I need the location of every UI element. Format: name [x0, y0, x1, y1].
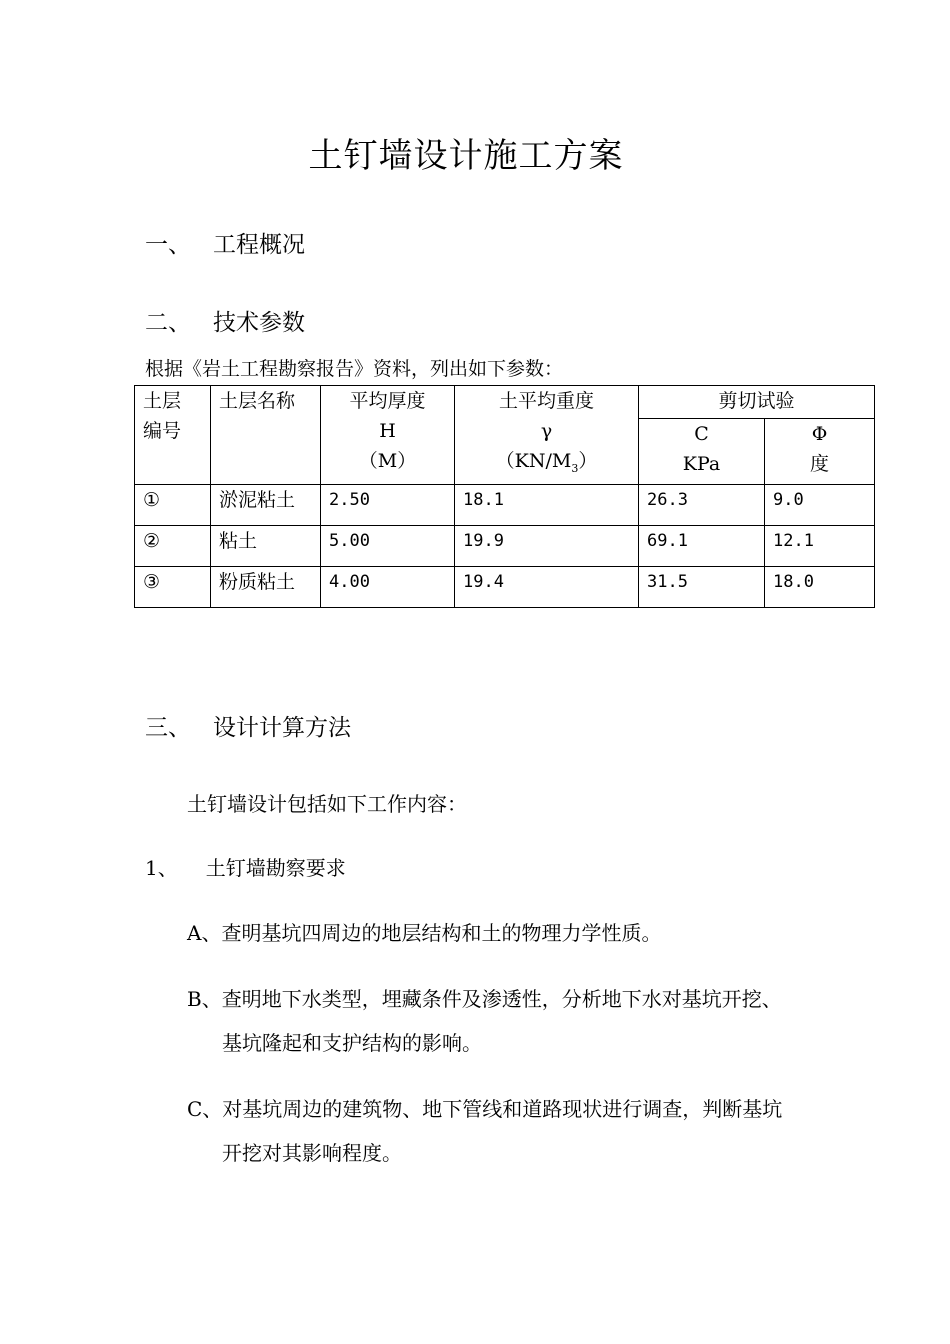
row-3-friction-angle: 18.0 — [765, 566, 875, 607]
row-1-thickness: 2.50 — [321, 484, 455, 525]
table-row — [135, 484, 875, 525]
row-1-cohesion: 26.3 — [639, 484, 765, 525]
section-1-label: 工程概况 — [213, 232, 305, 258]
row-2-name: 粘土 — [211, 525, 321, 566]
row-2-friction-angle: 12.1 — [765, 525, 875, 566]
section-2-heading — [145, 304, 305, 337]
row-3-thickness: 4.00 — [321, 566, 455, 607]
header-thickness — [321, 386, 455, 485]
row-1-no: ① — [135, 484, 211, 525]
header-shear-test-text: 剪切试验 — [718, 390, 795, 412]
section-1-number: 一、 — [145, 232, 191, 258]
design-intro: 土钉墙设计包括如下工作内容： — [187, 792, 467, 816]
header-unit-weight-unit — [455, 446, 638, 484]
header-friction-angle-unit: 度 — [810, 452, 830, 475]
item-1-heading — [145, 852, 346, 881]
row-1-name: 淤泥粘土 — [211, 484, 321, 525]
header-friction-angle-symbol: Φ — [811, 422, 828, 445]
header-layer-no-line1: 土层 — [143, 390, 182, 412]
header-layer-no-line2: 编号 — [143, 420, 182, 442]
header-unit-weight-symbol: γ — [540, 420, 553, 442]
row-2-cohesion: 69.1 — [639, 525, 765, 566]
item-c-line-2: 开挖对其影响程度。 — [222, 1141, 402, 1165]
section-3-label: 设计计算方法 — [213, 715, 351, 741]
header-friction-angle — [765, 418, 875, 484]
header-thickness-text: 平均厚度 — [349, 390, 426, 412]
header-shear-test — [639, 386, 875, 419]
header-cohesion-unit: KPa — [682, 452, 721, 475]
table-row — [135, 566, 875, 607]
section-3-number: 三、 — [145, 715, 191, 741]
item-c-line-1: C、对基坑周边的建筑物、地下管线和道路现状进行调查，判断基坑 — [187, 1097, 783, 1121]
item-1-label: 土钉墙勘察要求 — [205, 856, 346, 880]
item-a: A、查明基坑四周边的地层结构和土的物理力学性质。 — [187, 921, 662, 945]
header-thickness-symbol: H — [379, 420, 396, 442]
unit-weight-unit-subscript: 3 — [571, 461, 579, 475]
row-1-friction-angle: 9.0 — [765, 484, 875, 525]
header-cohesion-symbol: C — [694, 422, 709, 445]
header-layer-name-text: 土层名称 — [219, 390, 296, 412]
page-title: 土钉墙设计施工方案 — [308, 136, 624, 176]
header-layer-no — [135, 386, 211, 485]
row-2-no: ② — [135, 525, 211, 566]
header-thickness-unit: （M） — [358, 450, 417, 472]
row-3-unit-weight: 19.4 — [455, 566, 639, 607]
section-1-heading — [145, 226, 305, 259]
soil-parameter-table — [134, 385, 875, 608]
row-2-thickness: 5.00 — [321, 525, 455, 566]
header-layer-name — [211, 386, 321, 485]
item-1-number: 1、 — [145, 856, 178, 880]
row-3-no: ③ — [135, 566, 211, 607]
table-row — [135, 525, 875, 566]
section-3-heading — [145, 709, 351, 742]
row-3-name: 粉质粘土 — [211, 566, 321, 607]
unit-weight-unit-base: （KN/M — [495, 450, 572, 472]
header-cohesion — [639, 418, 765, 484]
item-b-line-2: 基坑隆起和支护结构的影响。 — [222, 1031, 482, 1055]
unit-weight-unit-close: ） — [578, 450, 598, 472]
section-2-number: 二、 — [145, 310, 191, 336]
row-2-unit-weight: 19.9 — [455, 525, 639, 566]
item-b-line-1: B、查明地下水类型，埋藏条件及渗透性，分析地下水对基坑开挖、 — [187, 987, 782, 1011]
row-3-cohesion: 31.5 — [639, 566, 765, 607]
row-1-unit-weight: 18.1 — [455, 484, 639, 525]
header-unit-weight — [455, 386, 639, 485]
header-unit-weight-text: 土平均重度 — [498, 390, 594, 412]
table-intro: 根据《岩土工程勘察报告》资料，列出如下参数： — [145, 358, 564, 380]
section-2-label: 技术参数 — [213, 310, 305, 336]
